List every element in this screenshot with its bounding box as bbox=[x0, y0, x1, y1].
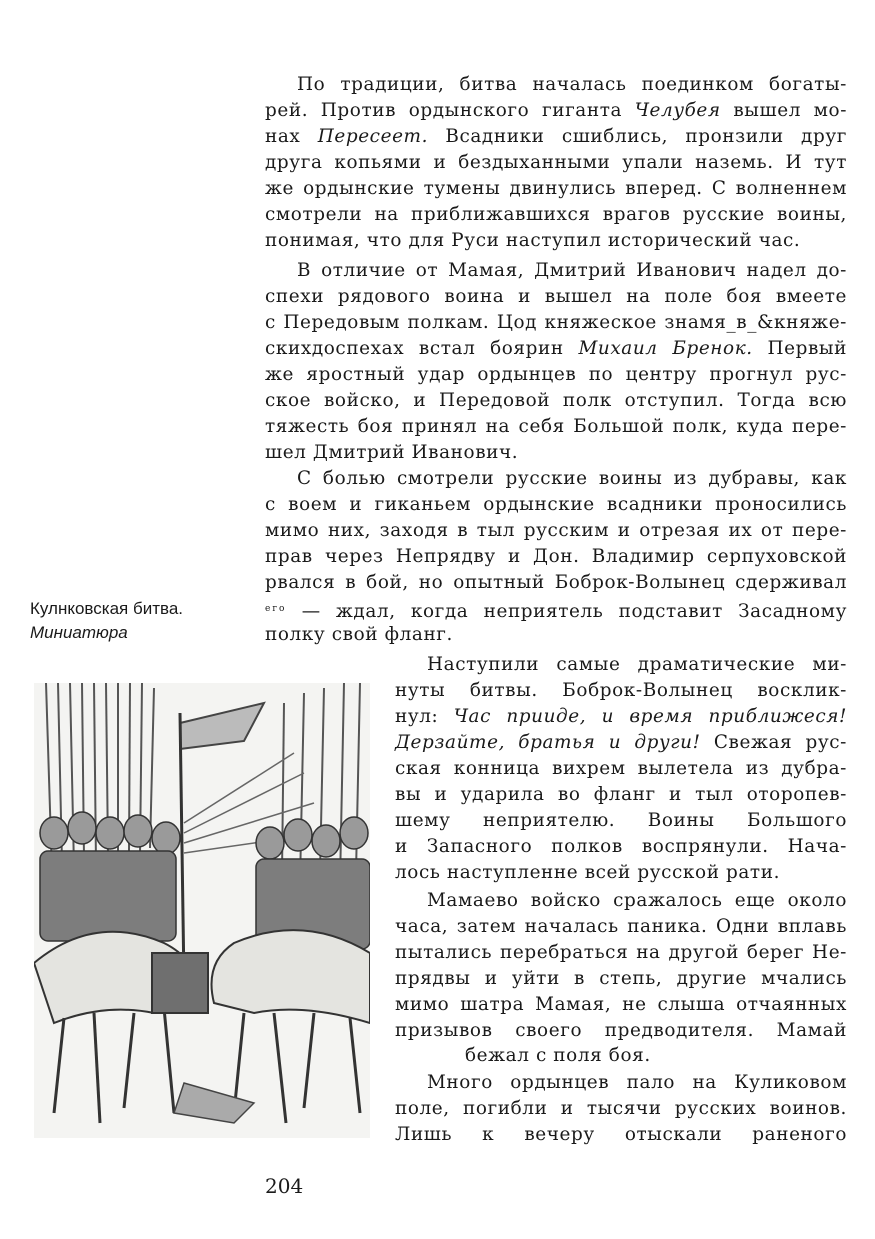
text-line: Много ордынцев пало на Куликовом bbox=[427, 1072, 847, 1093]
text-line: скихдоспехах встал боярин Михаил Бренок. Первый bbox=[265, 338, 847, 359]
emphasis: Михаил Бренок. bbox=[578, 338, 753, 359]
text-line: прядвы и уйти в степь, другие мчались bbox=[395, 968, 847, 989]
page-number: 204 bbox=[265, 1174, 304, 1198]
text-line: рей. Против ордынского гиганта Челубея вышел мо- bbox=[265, 100, 848, 121]
text-line: рвался в бой, но опытный Боброк-Волынец сдерживал bbox=[265, 572, 847, 593]
text-line: смотрели на приближавшихся врагов русские воины, bbox=[265, 204, 847, 225]
text-line: шел Дмитрий Иванович. bbox=[265, 442, 519, 463]
text-line: По традиции, битва началась поединком богаты- bbox=[297, 74, 847, 95]
text-line: вы и ударила во фланг и тыл оторопев- bbox=[395, 784, 847, 805]
text-line: нул: Час прииде, и время приближеся! bbox=[395, 706, 847, 727]
emphasis: Челубея bbox=[634, 100, 721, 121]
text-line: лось наступленне всей русской рати. bbox=[395, 862, 781, 883]
emphasis: Час прииде, и время приближеся! bbox=[453, 706, 847, 727]
battle-miniature-illustration bbox=[34, 683, 370, 1138]
text-line: Наступили самые драматические ми- bbox=[427, 654, 847, 675]
text-line: спехи рядового воина и вышел на поле боя вмеете bbox=[265, 286, 847, 307]
text-line: же ордынские тумены двинулись вперед. С волненнем bbox=[265, 178, 847, 199]
text-line: мимо них, заходя в тыл русским и отрезая их от пере- bbox=[265, 520, 847, 541]
text-line: и Запасного полков воспрянули. Нача- bbox=[395, 836, 847, 857]
text-line: друга копьями и бездыханными упали наземь. И тут bbox=[265, 152, 847, 173]
text-line: тяжесть боя принял на себя Большой полк, куда пере- bbox=[265, 416, 847, 437]
text-line: понимая, что для Руси наступил исторический час. bbox=[265, 230, 801, 251]
text-line: шему неприятелю. Воины Большого bbox=[395, 810, 847, 831]
figure-caption: Кулнковская битва. bbox=[30, 599, 183, 618]
text-line: Мамаево войско сражалось еще около bbox=[427, 890, 847, 911]
text-line: С болью смотрели русские воины из дубравы, как bbox=[297, 468, 847, 489]
text-line: поле, погибли и тысячи русских воинов. bbox=[395, 1098, 847, 1119]
superscript-text: его bbox=[265, 604, 287, 614]
text-line: ская конница вихрем вылетела из дубра- bbox=[395, 758, 847, 779]
text-line: полку свой фланг. bbox=[265, 624, 453, 645]
text-line: Лишь к вечеру отыскали раненого bbox=[395, 1124, 847, 1145]
text-line: часа, затем началась паника. Одни вплавь bbox=[395, 916, 847, 937]
text-line: Дерзайте, братья и други! Свежая рус- bbox=[395, 732, 847, 753]
text-line: В отличие от Мамая, Дмитрий Иванович надел до- bbox=[297, 260, 847, 281]
emphasis: Пересеет. bbox=[317, 126, 429, 147]
text-line: бежал с поля боя. bbox=[465, 1045, 651, 1066]
text-line: прав через Непрядву и Дон. Владимир серпуховской bbox=[265, 546, 847, 567]
text-line: мимо шатра Мамая, не слыша отчаянных bbox=[395, 994, 847, 1015]
figure-caption-subtitle: Миниатюра bbox=[30, 623, 128, 642]
text-line: призывов своего предводителя. Мамай bbox=[395, 1020, 847, 1041]
text-line: пытались перебраться на другой берег Не- bbox=[395, 942, 847, 963]
emphasis: Дерзайте, братья и други! bbox=[395, 732, 701, 753]
text-line: с воем и гиканьем ордынские всадники проносились bbox=[265, 494, 847, 515]
text-line: нуты битвы. Боброк-Волынец восклик- bbox=[395, 680, 847, 701]
text-line: $^{его}$ — ждал, когда неприятель подставит Засадному bbox=[265, 601, 847, 622]
text-line: ское войско, и Передовой полк отступил. Тогда всю bbox=[265, 390, 847, 411]
text-line: нах Пересеет. Всадники сшиблись, пронзили друг bbox=[265, 126, 847, 147]
text-line: же яростный удар ордынцев по центру прогнул рус- bbox=[265, 364, 847, 385]
text-line: с Передовым полкам. Цод княжеское знамя_в_&княже- bbox=[265, 312, 847, 333]
